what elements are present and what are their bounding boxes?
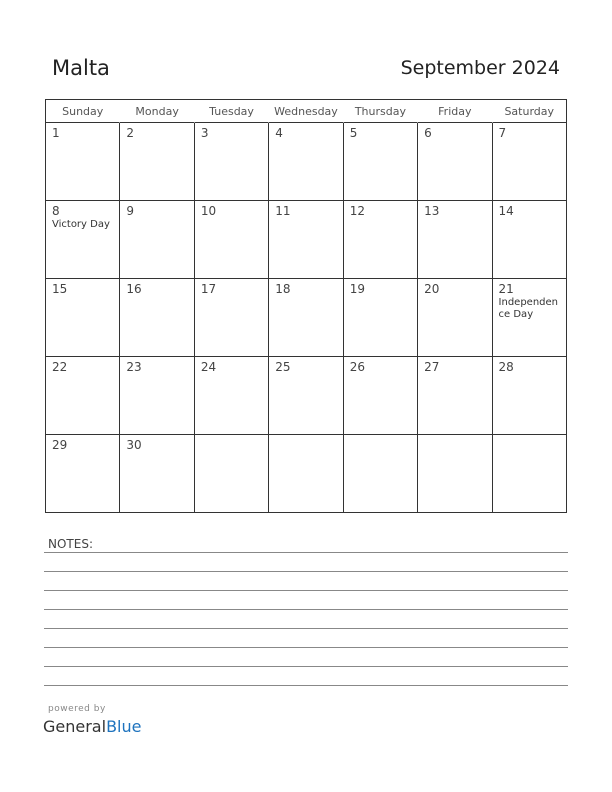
day-cell: [344, 357, 418, 435]
brand-logo: [43, 717, 141, 736]
weekday-friday: Friday: [418, 100, 492, 123]
day-number: 1: [52, 126, 60, 140]
weekday-monday: Monday: [120, 100, 194, 123]
day-cell: [493, 201, 567, 279]
day-number: 8: [52, 204, 60, 218]
day-number: 18: [275, 282, 291, 296]
day-cell: [493, 357, 567, 435]
notes-line: [44, 590, 568, 591]
day-cell: [344, 279, 418, 357]
day-cell: [269, 435, 343, 513]
weekday-sunday: Sunday: [46, 100, 120, 123]
notes-line: [44, 666, 568, 667]
notes-line: [44, 552, 568, 553]
day-cell: [344, 201, 418, 279]
day-cell: [120, 279, 194, 357]
day-cell: [493, 279, 567, 357]
notes-line: [44, 685, 568, 686]
day-number: 3: [200, 126, 209, 140]
page-title: Malta: [52, 56, 110, 80]
weekday-wednesday: Wednesday: [269, 100, 343, 123]
day-cell: [120, 357, 194, 435]
day-cell: [46, 279, 120, 357]
day-cell: [195, 435, 269, 513]
notes-line: [44, 647, 568, 648]
day-number: 30: [126, 438, 142, 452]
brand-name-general: General: [43, 717, 107, 736]
day-cell: [195, 201, 269, 279]
day-number: 9: [126, 204, 135, 218]
day-number: 17: [200, 282, 217, 296]
holiday-label: Independence Day: [498, 297, 558, 320]
day-number: 15: [52, 282, 68, 296]
day-cell: [493, 123, 567, 201]
brand-name-blue: Blue: [106, 717, 142, 736]
weekday-thursday: Thursday: [344, 100, 418, 123]
day-number: 28: [498, 360, 514, 374]
day-cell: [344, 435, 418, 513]
day-cell: [269, 201, 343, 279]
day-number: 25: [275, 360, 291, 374]
day-cell: [120, 435, 194, 513]
calendar-weeks: [46, 123, 567, 513]
day-cell: [418, 357, 492, 435]
day-cell: [269, 123, 343, 201]
notes-line: [44, 609, 568, 610]
day-number: 24: [200, 360, 217, 374]
month-title: September 2024: [400, 57, 560, 79]
day-cell: [46, 357, 120, 435]
day-number: 13: [424, 204, 440, 218]
day-number: 14: [498, 204, 514, 218]
day-number: 21: [498, 282, 514, 296]
day-number: 20: [424, 282, 440, 296]
day-cell: [344, 123, 418, 201]
day-number: 6: [424, 126, 432, 140]
day-number: 11: [275, 204, 291, 218]
day-number: 19: [349, 282, 365, 296]
day-cell: [269, 357, 343, 435]
notes-line: [44, 571, 568, 572]
week-row: [46, 279, 567, 357]
week-row: [46, 435, 567, 513]
day-number: 29: [52, 438, 68, 452]
weekday-header-row: [46, 100, 567, 123]
week-row: [46, 201, 567, 279]
day-number: 27: [424, 360, 440, 374]
powered-by-text: powered by: [48, 704, 106, 714]
day-number: 10: [200, 204, 217, 218]
day-cell: [269, 279, 343, 357]
day-cell: [46, 201, 120, 279]
weekday-tuesday: Tuesday: [195, 100, 269, 123]
notes-line: [44, 628, 568, 629]
day-cell: [195, 279, 269, 357]
day-cell: [493, 435, 567, 513]
day-number: 5: [349, 126, 358, 140]
day-number: 23: [126, 360, 142, 374]
day-number: 26: [349, 360, 365, 374]
day-cell: [120, 123, 194, 201]
day-number: 7: [498, 126, 507, 140]
day-cell: [418, 435, 492, 513]
day-cell: [418, 279, 492, 357]
day-cell: [46, 123, 120, 201]
calendar-grid: [45, 99, 567, 513]
day-cell: [418, 201, 492, 279]
day-number: 4: [275, 126, 283, 140]
day-number: 12: [349, 204, 365, 218]
holiday-label: Victory Day: [52, 219, 110, 230]
day-number: 2: [126, 126, 135, 140]
day-cell: [195, 357, 269, 435]
weekday-saturday: Saturday: [493, 100, 567, 123]
week-row: [46, 357, 567, 435]
day-cell: [46, 435, 120, 513]
day-cell: [418, 123, 492, 201]
notes-label: NOTES:: [48, 537, 93, 551]
day-cell: [120, 201, 194, 279]
day-number: 22: [52, 360, 68, 374]
day-cell: [195, 123, 269, 201]
week-row: [46, 123, 567, 201]
day-number: 16: [126, 282, 142, 296]
